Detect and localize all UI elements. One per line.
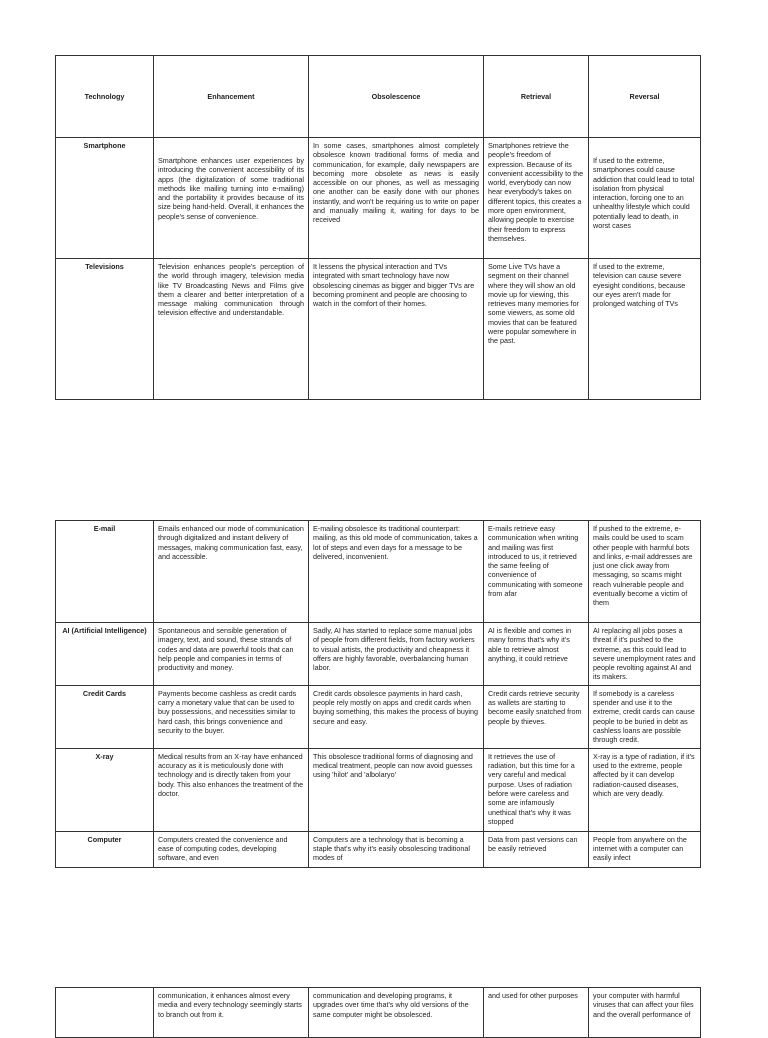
reversal-cell: People from anywhere on the internet with a computer can easily infect (589, 831, 701, 867)
reversal-cell: If pushed to the extreme, e-mails could be used to scam other people with harmful bots and links, e-mail addresses are just one click away from messaging, so scams might reach vulnerable people and eventually become a victim of them (589, 521, 701, 623)
obsolescence-cell: In some cases, smartphones almost completely obsolesce known traditional forms of media and communication, for example, daily newspapers are becoming more obsolete as news is easily accessible on our phones, as well as messaging one another can be easily done with our phones instantly, and won't be requiring us to write on paper and manually mailing it, waiting for days to be received (309, 138, 484, 259)
obsolescence-cell: communication and developing programs, it upgrades over time that's why old versions of the same computer might be obsolesced. (309, 988, 484, 1038)
technology-cell: Credit Cards (56, 685, 154, 748)
table-row (56, 748, 701, 831)
table-row (56, 138, 701, 259)
technology-cell: Televisions (56, 259, 154, 400)
enhancement-cell: Medical results from an X-ray have enhanced accuracy as it is meticulously done with technology and is directly taken from your body. This also enhances the treatment of the doctor. (154, 748, 309, 831)
reversal-cell: If used to the extreme, smartphones could cause addiction that could lead to total isolation from physical interaction, forcing one to an unhealthy lifestyle which could potentially lead to death, in worst cases (589, 138, 701, 259)
technology-cell: Smartphone (56, 138, 154, 259)
technology-cell: AI (Artificial Intelligence) (56, 623, 154, 686)
reversal-cell: your computer with harmful viruses that can affect your files and the overall performance of (589, 988, 701, 1038)
tetrad-table-2 (55, 520, 701, 868)
obsolescence-cell: E-mailing obsolesce its traditional counterpart: mailing, as this old mode of communication, takes a lot of steps and even days for a message to be delivered, inconvenient. (309, 521, 484, 623)
retrieval-cell: Smartphones retrieve the people's freedom of expression. Because of its convenient accessibility to the world, everybody can now hear everybody's takes on different topics, this creates a more open environment, allowing people to exercise their freedom to express themselves. (484, 138, 589, 259)
enhancement-cell: Spontaneous and sensible generation of imagery, text, and sound, these strands of codes and data are powerful tools that can help people and companies in terms of productivity and money. (154, 623, 309, 686)
table-row (56, 623, 701, 686)
reversal-cell: AI replacing all jobs poses a threat if it's pushed to the extreme, as this could lead to severe unemployment rates and people revolting against AI and its makers. (589, 623, 701, 686)
tetrad-table-1 (55, 55, 701, 400)
technology-cell: Computer (56, 831, 154, 867)
table-row (56, 988, 701, 1038)
obsolescence-cell: Sadly, AI has started to replace some manual jobs of people from different fields, from factory workers to visual artists, the productivity and cheapness it offers are highly favorable, overbalancing human labor. (309, 623, 484, 686)
retrieval-cell: It retrieves the use of radiation, but this time for a very careful and medical purpose. Uses of radiation before were careless and some are infamously unethical that's why it was stopped (484, 748, 589, 831)
retrieval-cell: Credit cards retrieve security as wallets are starting to become easily snatched from people by thieves. (484, 685, 589, 748)
obsolescence-cell: Computers are a technology that is becoming a staple that's why it's easily obsolescing traditional modes of (309, 831, 484, 867)
header-technology: Technology (56, 56, 154, 138)
enhancement-cell: Emails enhanced our mode of communication through digitalized and instant delivery of messages, making communication fast, easy, and accessible. (154, 521, 309, 623)
header-enhancement: Enhancement (154, 56, 309, 138)
enhancement-cell: communication, it enhances almost every media and every technology seemingly starts to branch out from it. (154, 988, 309, 1038)
enhancement-cell: Payments become cashless as credit cards carry a monetary value that can be used to buy possessions, and necessities similar to hard cash, this brings convenience and security to the buyer. (154, 685, 309, 748)
obsolescence-cell: It lessens the physical interaction and TVs integrated with smart technology have now obsolescing cinemas as bigger and bigger TVs are becoming prominent and people are choosing to watch in the comfort of their homes. (309, 259, 484, 400)
technology-cell (56, 988, 154, 1038)
technology-cell: X-ray (56, 748, 154, 831)
retrieval-cell: AI is flexible and comes in many forms that's why it's able to retrieve almost anything, it could retrieve (484, 623, 589, 686)
retrieval-cell: E-mails retrieve easy communication when writing and mailing was first introduced to us, it retrieved the same feeling of convenience of communicating with someone from afar (484, 521, 589, 623)
table-row (56, 259, 701, 400)
enhancement-cell: Television enhances people's perception of the world through imagery, television media like TV Broadcasting News and Films give them a clearer and better interpretation of a message making communication through television effective and understandable. (154, 259, 309, 400)
header-reversal: Reversal (589, 56, 701, 138)
reversal-cell: If somebody is a careless spender and use it to the extreme, credit cards can cause people to be buried in debt as cashless loans are possible through credit. (589, 685, 701, 748)
reversal-cell: X-ray is a type of radiation, if it's used to the extreme, people affected by it can develop radiation-caused diseases, which are very deadly. (589, 748, 701, 831)
table-row (56, 521, 701, 623)
header-retrieval: Retrieval (484, 56, 589, 138)
obsolescence-cell: Credit cards obsolesce payments in hard cash, people rely mostly on apps and credit cards when buying something, this makes the process of buying secure and easy. (309, 685, 484, 748)
obsolescence-cell: This obsolesce traditional forms of diagnosing and medical treatment, people can now avoid guesses using 'hilot' and 'albolaryo' (309, 748, 484, 831)
enhancement-cell: Smartphone enhances user experiences by introducing the convenient accessibility of its apps (the digitalization of some traditional methods like mailing turning into e-mailing) and the portability it provides because of its size being hand-held. Overall, it enhances the people's sense of convenience. (154, 138, 309, 259)
retrieval-cell: Data from past versions can be easily retrieved (484, 831, 589, 867)
header-obsolescence: Obsolescence (309, 56, 484, 138)
technology-cell: E-mail (56, 521, 154, 623)
table-row (56, 685, 701, 748)
tetrad-table-3 (55, 987, 701, 1038)
retrieval-cell: Some Live TVs have a segment on their channel where they will show an old movie up for viewing, this retrieves many memories for some viewers, as some old movies that can be featured were popular somewhere in the past. (484, 259, 589, 400)
enhancement-cell: Computers created the convenience and ease of computing codes, developing software, and even (154, 831, 309, 867)
table-header-row (56, 56, 701, 138)
table-row (56, 831, 701, 867)
retrieval-cell: and used for other purposes (484, 988, 589, 1038)
reversal-cell: If used to the extreme, television can cause severe eyesight conditions, because our eyes aren't made for prolonged watching of TVs (589, 259, 701, 400)
